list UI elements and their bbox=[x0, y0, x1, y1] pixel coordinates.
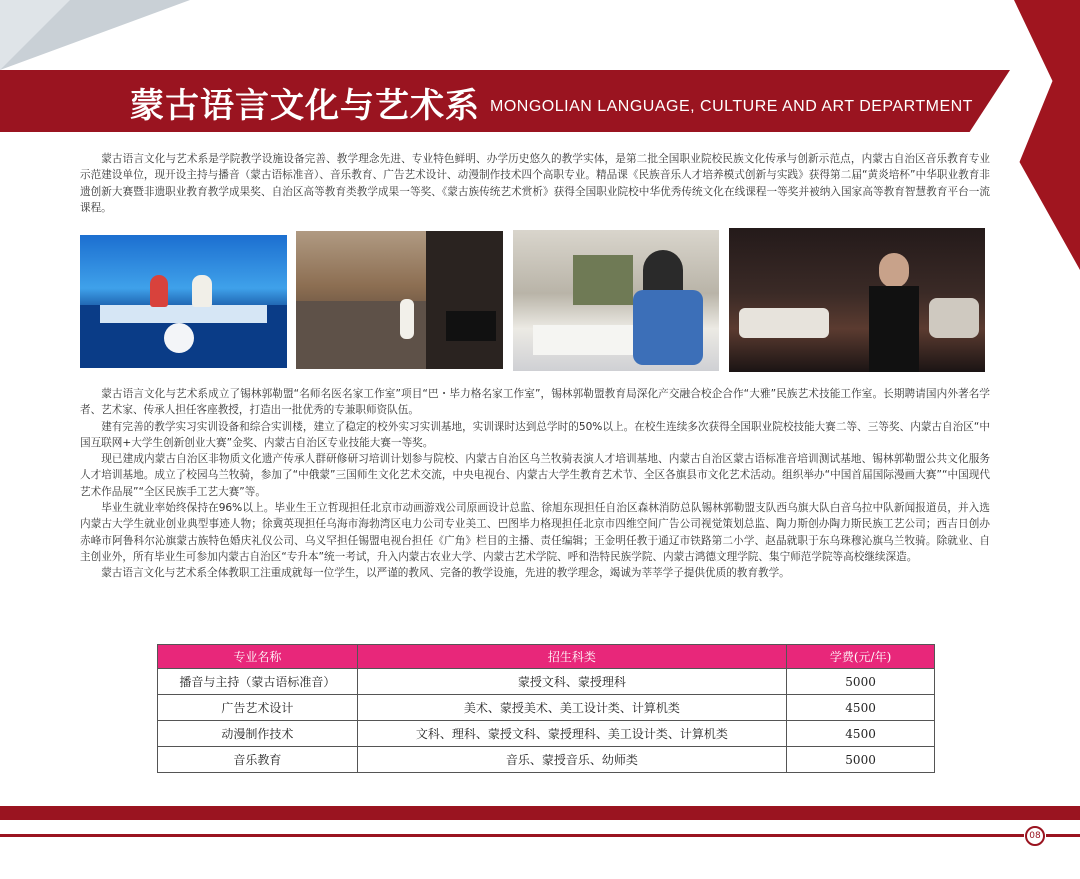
photo-art-teacher bbox=[513, 230, 719, 371]
table-header-row bbox=[158, 645, 935, 669]
body-paragraph: 蒙古语言文化与艺术系全体教职工注重成就每一位学生，以严谨的教风、完备的教学设施，先进的教学理念，竭诚为莘莘学子提供优质的教育教学。 bbox=[101, 567, 790, 580]
table-cell: 5000 bbox=[787, 669, 935, 695]
photo-music-class bbox=[296, 231, 503, 369]
footer-line-right bbox=[1046, 834, 1080, 837]
corner-decoration-red bbox=[970, 0, 1080, 270]
intro-paragraph: 蒙古语言文化与艺术系是学院教学设施设备完善、教学理念先进、专业特色鲜明、办学历史悠久的教学实体，是第二批全国职业院校民族文化传承与创新示范点，内蒙古自治区音乐教育专业示范建设单位，现开设主持与播音（蒙古语标准音）、音乐教育、广告艺术设计、动漫制作技术四个高职专业。精品课《民族音乐人才培养模式创新与实践》获得第二届“黄炎培杯”中华职业教育非遗创新大赛暨非遗职业教育教学成果奖、自治区高等教育类教学成果一等奖、《蒙古族传统艺术赏析》获得全国职业院校中华优秀传统文化在线课程一等奖并被纳入国家高等教育智慧教育平台一流课程。 bbox=[80, 153, 990, 214]
majors-table bbox=[157, 644, 935, 773]
table-cell: 广告艺术设计 bbox=[158, 695, 358, 721]
table-cell: 5000 bbox=[787, 747, 935, 773]
body-paragraph: 建有完善的教学实习实训设备和综合实训楼，建立了稳定的校外实习实训基地，实训课时达到总学时的50%以上。在校生连续多次获得全国职业院校技能大赛二等、三等奖、内蒙古自治区“中国互联网+大学生创新创业大赛”金奖、内蒙古自治区专业技能大赛一等奖。 bbox=[80, 420, 990, 449]
table-row bbox=[158, 669, 935, 695]
table-cell: 文科、理科、蒙授文科、蒙授理科、美工设计类、计算机类 bbox=[357, 721, 786, 747]
table-header-cell: 专业名称 bbox=[158, 645, 358, 669]
photo-orchestra bbox=[729, 228, 985, 372]
table-cell: 蒙授文科、蒙授理科 bbox=[357, 669, 786, 695]
footer-line bbox=[0, 834, 1024, 837]
table-header-cell: 学费(元/年) bbox=[787, 645, 935, 669]
photo-strip bbox=[80, 228, 985, 372]
table-row bbox=[158, 721, 935, 747]
table-cell: 美术、蒙授美术、美工设计类、计算机类 bbox=[357, 695, 786, 721]
table-cell: 音乐教育 bbox=[158, 747, 358, 773]
body-paragraph: 现已建成内蒙古自治区非物质文化遗产传承人群研修研习培训计划参与院校、内蒙古自治区乌兰牧骑表演人才培训基地、内蒙古自治区蒙古语标准音培训测试基地、锡林郭勒盟公共文化服务人才培训基地。成立了校园乌兰牧骑，参加了“中俄蒙”三国师生文化艺术交流，中央电视台、内蒙古大学生教育艺术节、全区各旗县市文化艺术活动。组织举办“中国首届国际漫画大赛”“中国现代艺术作品展”“全区民族手工艺大赛”等。 bbox=[80, 453, 990, 498]
photo-broadcast-studio bbox=[80, 235, 287, 368]
body-paragraph: 蒙古语言文化与艺术系成立了锡林郭勒盟“名师名医名家工作室”项目“巴・毕力格名家工作室”，锡林郭勒盟教育局深化产交融合校企合作“大雅”民族艺术技能工作室。长期聘请国内外著名学者、艺术家、传承人担任客座教授，打造出一批优秀的专兼职师资队伍。 bbox=[80, 388, 990, 417]
table-cell: 播音与主持（蒙古语标准音） bbox=[158, 669, 358, 695]
table-header-cell: 招生科类 bbox=[357, 645, 786, 669]
page-subtitle-en: MONGOLIAN LANGUAGE, CULTURE AND ART DEPARTMENT bbox=[490, 98, 973, 115]
table-cell: 音乐、蒙授音乐、幼师类 bbox=[357, 747, 786, 773]
body-text bbox=[80, 386, 990, 582]
table-cell: 4500 bbox=[787, 721, 935, 747]
page-title: 蒙古语言文化与艺术系 bbox=[130, 86, 480, 126]
table-row bbox=[158, 747, 935, 773]
table-cell: 4500 bbox=[787, 695, 935, 721]
footer-band bbox=[0, 806, 1080, 820]
table-cell: 动漫制作技术 bbox=[158, 721, 358, 747]
page-number: 08 bbox=[1025, 826, 1045, 846]
table-row bbox=[158, 695, 935, 721]
body-paragraph: 毕业生就业率始终保持在96%以上。毕业生王立哲现担任北京市动画游戏公司原画设计总监、徐旭东现担任自治区森林消防总队锡林郭勒盟支队西乌旗大队白音乌拉中队新闻报道员，并入选内蒙古大学生就业创业典型事迹人物；徐冀英现担任乌海市海勃湾区电力公司专业美工、巴图毕力格现担任北京市四维空间广告公司视觉策划总监、陶力斯创办陶力斯民族工艺公司；西吉日创办赤峰市阿鲁科尔沁旗蒙古族特色婚庆礼仪公司、乌义罕担任锡盟电视台担任《广角》栏目的主播、责任编辑；王金明任教于通辽市铁路第二小学、赵晶就职于东乌珠穆沁旗乌兰牧骑。除就业、自主创业外，所有毕业生可参加内蒙古自治区“专升本”统一考试，升入内蒙古农业大学、内蒙古艺术学院、呼和浩特民族学院、内蒙古鸿德文理学院、集宁师范学院等高校继续深造。 bbox=[80, 502, 990, 563]
